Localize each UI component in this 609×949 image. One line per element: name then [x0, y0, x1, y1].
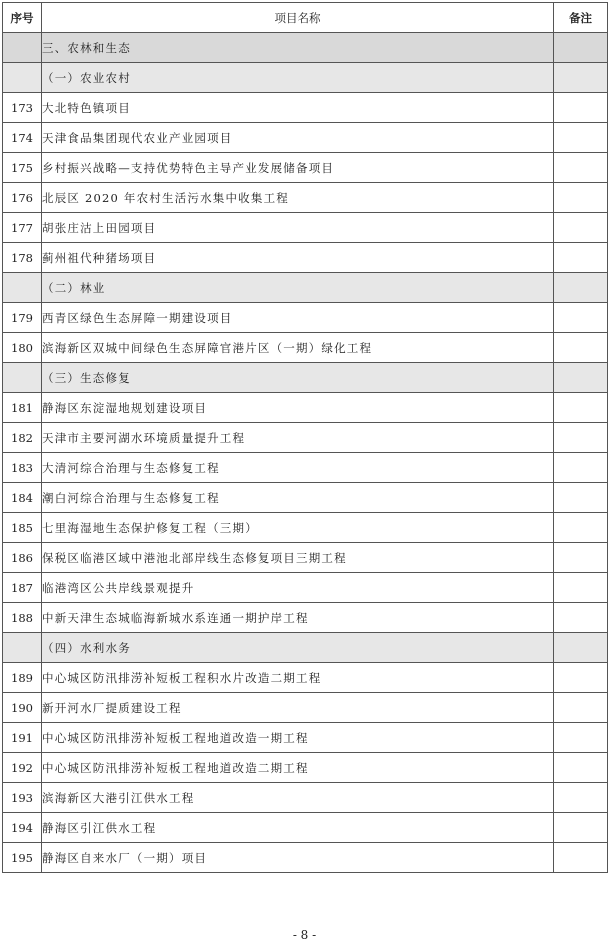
- row-remarks: [554, 543, 608, 573]
- row-remarks: [554, 243, 608, 273]
- row-serial-number: 190: [3, 693, 42, 723]
- row-remarks: [554, 183, 608, 213]
- row-remarks: [554, 273, 608, 303]
- row-serial-number: 184: [3, 483, 42, 513]
- row-remarks: [554, 453, 608, 483]
- row-remarks: [554, 393, 608, 423]
- row-project-name: 滨海新区大港引江供水工程: [42, 783, 554, 813]
- table-row: [3, 843, 608, 873]
- row-remarks: [554, 213, 608, 243]
- row-project-name: 北辰区 2020 年农村生活污水集中收集工程: [42, 183, 554, 213]
- table-header: [3, 3, 608, 33]
- row-project-name: （二）林业: [42, 273, 554, 303]
- row-serial-number: 186: [3, 543, 42, 573]
- row-serial-number: 191: [3, 723, 42, 753]
- row-project-name: 蓟州祖代种猪场项目: [42, 243, 554, 273]
- table-row: [3, 453, 608, 483]
- row-serial-number: 195: [3, 843, 42, 873]
- row-project-name: 新开河水厂提质建设工程: [42, 693, 554, 723]
- row-remarks: [554, 333, 608, 363]
- row-project-name: 天津食品集团现代农业产业园项目: [42, 123, 554, 153]
- page-number: - 8 -: [292, 928, 317, 942]
- table-row: [3, 183, 608, 213]
- header-row: [3, 3, 608, 33]
- row-remarks: [554, 603, 608, 633]
- row-serial-number: [3, 63, 42, 93]
- row-remarks: [554, 63, 608, 93]
- header-serial-number: 序号: [3, 3, 42, 33]
- row-remarks: [554, 843, 608, 873]
- row-remarks: [554, 633, 608, 663]
- row-project-name: 胡张庄沽上田园项目: [42, 213, 554, 243]
- table-row: [3, 783, 608, 813]
- row-project-name: 中新天津生态城临海新城水系连通一期护岸工程: [42, 603, 554, 633]
- row-project-name: 三、农林和生态: [42, 33, 554, 63]
- header-remarks: 备注: [554, 3, 608, 33]
- row-remarks: [554, 573, 608, 603]
- category-header-row: [3, 363, 608, 393]
- row-serial-number: [3, 363, 42, 393]
- row-serial-number: 181: [3, 393, 42, 423]
- row-project-name: 保税区临港区域中港池北部岸线生态修复项目三期工程: [42, 543, 554, 573]
- category-header-row: [3, 63, 608, 93]
- row-project-name: 天津市主要河湖水环境质量提升工程: [42, 423, 554, 453]
- row-project-name: 乡村振兴战略—支持优势特色主导产业发展储备项目: [42, 153, 554, 183]
- table-row: [3, 663, 608, 693]
- row-remarks: [554, 153, 608, 183]
- row-project-name: 滨海新区双城中间绿色生态屏障官港片区（一期）绿化工程: [42, 333, 554, 363]
- row-project-name: （三）生态修复: [42, 363, 554, 393]
- row-serial-number: 193: [3, 783, 42, 813]
- row-project-name: 七里海湿地生态保护修复工程（三期）: [42, 513, 554, 543]
- row-remarks: [554, 723, 608, 753]
- row-serial-number: 187: [3, 573, 42, 603]
- row-serial-number: 182: [3, 423, 42, 453]
- table-body: [3, 33, 608, 873]
- table-row: [3, 123, 608, 153]
- table-row: [3, 213, 608, 243]
- row-remarks: [554, 513, 608, 543]
- row-project-name: 中心城区防汛排涝补短板工程积水片改造二期工程: [42, 663, 554, 693]
- row-remarks: [554, 363, 608, 393]
- table-row: [3, 813, 608, 843]
- row-remarks: [554, 813, 608, 843]
- table-row: [3, 723, 608, 753]
- row-project-name: 静海区东淀湿地规划建设项目: [42, 393, 554, 423]
- table-row: [3, 93, 608, 123]
- category-header-row: [3, 633, 608, 663]
- row-serial-number: 177: [3, 213, 42, 243]
- row-serial-number: 176: [3, 183, 42, 213]
- row-remarks: [554, 483, 608, 513]
- row-serial-number: 175: [3, 153, 42, 183]
- row-remarks: [554, 123, 608, 153]
- table-row: [3, 693, 608, 723]
- row-serial-number: 189: [3, 663, 42, 693]
- table-row: [3, 483, 608, 513]
- row-project-name: 大北特色镇项目: [42, 93, 554, 123]
- row-remarks: [554, 303, 608, 333]
- row-serial-number: 174: [3, 123, 42, 153]
- row-serial-number: 173: [3, 93, 42, 123]
- section-header-row: [3, 33, 608, 63]
- project-table: [2, 2, 608, 873]
- row-project-name: 中心城区防汛排涝补短板工程地道改造一期工程: [42, 723, 554, 753]
- row-serial-number: [3, 273, 42, 303]
- table-row: [3, 423, 608, 453]
- table-row: [3, 153, 608, 183]
- table-row: [3, 573, 608, 603]
- row-serial-number: 188: [3, 603, 42, 633]
- table-row: [3, 753, 608, 783]
- row-project-name: （四）水利水务: [42, 633, 554, 663]
- row-project-name: 静海区引江供水工程: [42, 813, 554, 843]
- row-serial-number: 194: [3, 813, 42, 843]
- row-project-name: 中心城区防汛排涝补短板工程地道改造二期工程: [42, 753, 554, 783]
- row-project-name: 大清河综合治理与生态修复工程: [42, 453, 554, 483]
- table-row: [3, 333, 608, 363]
- row-remarks: [554, 93, 608, 123]
- row-remarks: [554, 753, 608, 783]
- row-remarks: [554, 663, 608, 693]
- row-serial-number: 179: [3, 303, 42, 333]
- row-project-name: 静海区自来水厂（一期）项目: [42, 843, 554, 873]
- row-remarks: [554, 783, 608, 813]
- table-row: [3, 513, 608, 543]
- table-row: [3, 303, 608, 333]
- row-serial-number: [3, 633, 42, 663]
- row-serial-number: 178: [3, 243, 42, 273]
- row-project-name: 西青区绿色生态屏障一期建设项目: [42, 303, 554, 333]
- row-serial-number: 185: [3, 513, 42, 543]
- header-project-name: 项目名称: [42, 3, 554, 33]
- table-row: [3, 243, 608, 273]
- row-serial-number: [3, 33, 42, 63]
- row-project-name: 潮白河综合治理与生态修复工程: [42, 483, 554, 513]
- row-serial-number: 183: [3, 453, 42, 483]
- row-remarks: [554, 423, 608, 453]
- table-row: [3, 393, 608, 423]
- row-project-name: 临港湾区公共岸线景观提升: [42, 573, 554, 603]
- row-project-name: （一）农业农村: [42, 63, 554, 93]
- row-serial-number: 192: [3, 753, 42, 783]
- category-header-row: [3, 273, 608, 303]
- row-serial-number: 180: [3, 333, 42, 363]
- table-row: [3, 543, 608, 573]
- row-remarks: [554, 33, 608, 63]
- table-row: [3, 603, 608, 633]
- row-remarks: [554, 693, 608, 723]
